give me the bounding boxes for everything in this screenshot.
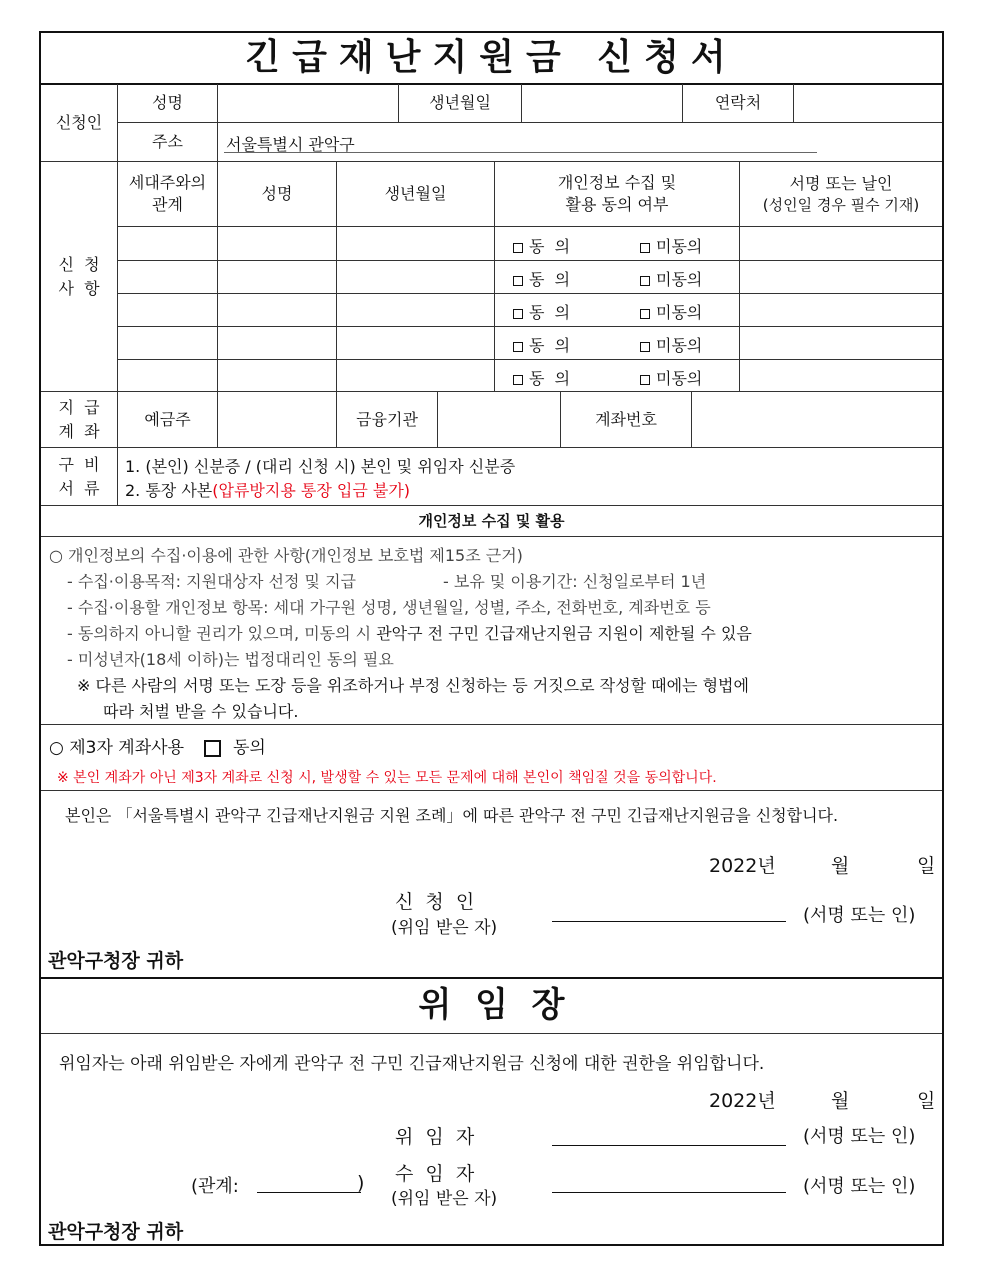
applicant-contact-input[interactable]	[794, 84, 942, 122]
declaration-sign-line[interactable]	[552, 921, 786, 922]
row-sign-input[interactable]	[740, 326, 942, 359]
row-relation-input[interactable]	[118, 326, 217, 359]
col-name-header: 성명	[261, 184, 293, 204]
row-sign-input[interactable]	[740, 227, 942, 260]
row-disagree-option[interactable]: 미동의	[640, 267, 702, 290]
applicant-birth-input[interactable]	[522, 84, 682, 122]
row-sign-input[interactable]	[740, 293, 942, 326]
applicant-name-input[interactable]	[218, 84, 398, 122]
address-label: 주소	[152, 132, 183, 152]
row-disagree-option[interactable]: 미동의	[640, 300, 702, 323]
checkbox-icon[interactable]	[513, 276, 523, 286]
document-item-2: 2. 통장 사본(압류방지용 통장 입금 불가)	[125, 481, 411, 500]
delegation-title: 위 임 장	[418, 985, 565, 1026]
row-disagree-option[interactable]: 미동의	[640, 366, 702, 389]
row-birth-input[interactable]	[337, 227, 494, 260]
declaration-text: 본인은 「서울특별시 관악구 긴급재난지원금 지원 조례」에 따른 관악구 전 구민 긴급재난지원금을 신청합니다.	[65, 806, 839, 825]
delegation-text: 위임자는 아래 위임받은 자에게 관악구 전 구민 긴급재난지원금 신청에 대한 권한을 위임합니다.	[59, 1054, 765, 1074]
col-sign-header: 서명 또는 날인 (성인일 경우 필수 기재)	[762, 174, 920, 214]
row-birth-input[interactable]	[337, 260, 494, 293]
col-birth-header: 생년월일	[384, 184, 447, 204]
privacy-heading: 개인정보 수집 및 활용	[418, 511, 565, 530]
delegatee-label: 수 임 자	[395, 1163, 475, 1185]
bank-input[interactable]	[438, 392, 560, 447]
row-name-input[interactable]	[218, 260, 336, 293]
delegatee-sign-line[interactable]	[552, 1192, 786, 1193]
row-sign-input[interactable]	[740, 260, 942, 293]
row-name-input[interactable]	[218, 227, 336, 260]
declaration-sign-hint: (서명 또는 인)	[803, 905, 916, 926]
row-birth-input[interactable]	[337, 326, 494, 359]
application-form	[39, 31, 944, 1246]
address-value[interactable]: 서울특별시 관악구	[226, 135, 355, 154]
third-party-consent-checkbox[interactable]	[204, 740, 221, 757]
declaration-applicant-sub: (위임 받은 자)	[391, 918, 498, 938]
declaration-year: 2022년	[709, 855, 776, 877]
declaration-applicant-label: 신 청 인	[395, 891, 475, 913]
col-consent-header: 개인정보 수집 및 활용 동의 여부	[557, 173, 677, 214]
third-party-row: ○ 제3자 계좌사용 동의	[49, 738, 266, 758]
holder-label: 예금주	[144, 409, 191, 429]
birth-label: 생년월일	[429, 93, 491, 113]
checkbox-icon[interactable]	[640, 276, 650, 286]
checkbox-icon[interactable]	[513, 342, 523, 352]
row-birth-input[interactable]	[337, 293, 494, 326]
privacy-warning-1: ※ 다른 사람의 서명 또는 도장 등을 위조하거나 부정 신청하는 등 거짓으로 작성할 때에는 형법에	[77, 676, 749, 695]
name-label: 성명	[152, 93, 183, 113]
row-agree-option[interactable]: 동 의	[513, 366, 570, 389]
checkbox-icon[interactable]	[640, 243, 650, 253]
privacy-line-5: - 미성년자(18세 이하)는 법정대리인 동의 필요	[67, 650, 394, 669]
declaration-month: 월	[831, 855, 850, 877]
account-number-input[interactable]	[692, 392, 942, 447]
privacy-line-4: - 동의하지 아니할 권리가 있으며, 미동의 시 관악구 전 구민 긴급재난지원금 지원이 제한될 수 있음	[67, 624, 752, 643]
privacy-line-3: - 수집·이용할 개인정보 항목: 세대 가구원 성명, 생년월일, 성별, 주소, 전화번호, 계좌번호 등	[67, 598, 711, 617]
row-agree-option[interactable]: 동 의	[513, 267, 570, 290]
delegation-day: 일	[917, 1090, 936, 1112]
third-party-notice: ※ 본인 계좌가 아닌 제3자 계좌로 신청 시, 발생할 수 있는 모든 문제에 대해 본인이 책임질 것을 동의합니다.	[57, 770, 717, 786]
contact-label: 연락처	[714, 93, 762, 113]
delegator-label: 위 임 자	[395, 1126, 475, 1148]
checkbox-icon[interactable]	[640, 375, 650, 385]
relation-input-line[interactable]	[257, 1192, 361, 1193]
row-agree-option[interactable]: 동 의	[513, 333, 570, 356]
privacy-line-1: ○ 개인정보의 수집·이용에 관한 사항(개인정보 보호법 제15조 근거)	[49, 546, 523, 565]
delegator-sign-line[interactable]	[552, 1145, 786, 1146]
row-agree-option[interactable]: 동 의	[513, 234, 570, 257]
relation-close: )	[357, 1172, 365, 1194]
col-relation-header: 세대주와의 관계	[128, 173, 207, 214]
delegatee-sign-hint: (서명 또는 인)	[803, 1176, 916, 1197]
delegatee-sub: (위임 받은 자)	[391, 1189, 498, 1209]
bank-label: 금융기관	[356, 409, 418, 429]
row-disagree-option[interactable]: 미동의	[640, 234, 702, 257]
account-section-label: 지 급 계 좌	[58, 397, 100, 441]
row-name-input[interactable]	[218, 359, 336, 392]
holder-input[interactable]	[218, 392, 336, 447]
checkbox-icon[interactable]	[513, 243, 523, 253]
document-item-1: 1. (본인) 신분증 / (대리 신청 시) 본인 및 위임자 신분증	[125, 457, 516, 476]
checkbox-icon[interactable]	[513, 375, 523, 385]
documents-section-label: 구 비 서 류	[58, 454, 100, 498]
checkbox-icon[interactable]	[640, 342, 650, 352]
row-relation-input[interactable]	[118, 227, 217, 260]
applicant-section-label: 신청인	[55, 112, 103, 132]
row-name-input[interactable]	[218, 326, 336, 359]
form-title: 긴급재난지원금 신청서	[245, 36, 738, 78]
relation-open: (관계:	[191, 1176, 239, 1197]
declaration-addressee: 관악구청장 귀하	[48, 950, 184, 972]
row-relation-input[interactable]	[118, 260, 217, 293]
declaration-day: 일	[917, 855, 936, 877]
checkbox-icon[interactable]	[640, 309, 650, 319]
privacy-line-2b: - 보유 및 이용기간: 신청일로부터 1년	[443, 572, 707, 591]
row-birth-input[interactable]	[337, 359, 494, 392]
privacy-line-2a: - 수집·이용목적: 지원대상자 선정 및 지급	[67, 572, 356, 591]
row-sign-input[interactable]	[740, 359, 942, 392]
row-disagree-option[interactable]: 미동의	[640, 333, 702, 356]
delegation-month: 월	[831, 1090, 850, 1112]
checkbox-icon[interactable]	[513, 309, 523, 319]
delegation-year: 2022년	[709, 1090, 776, 1112]
row-agree-option[interactable]: 동 의	[513, 300, 570, 323]
privacy-warning-2: 따라 처벌 받을 수 있습니다.	[103, 702, 299, 721]
account-number-label: 계좌번호	[595, 409, 657, 429]
row-relation-input[interactable]	[118, 359, 217, 392]
row-name-input[interactable]	[218, 293, 336, 326]
request-section-label: 신 청 사 항	[58, 254, 100, 298]
delegation-addressee: 관악구청장 귀하	[48, 1221, 184, 1243]
row-relation-input[interactable]	[118, 293, 217, 326]
delegator-sign-hint: (서명 또는 인)	[803, 1126, 916, 1147]
